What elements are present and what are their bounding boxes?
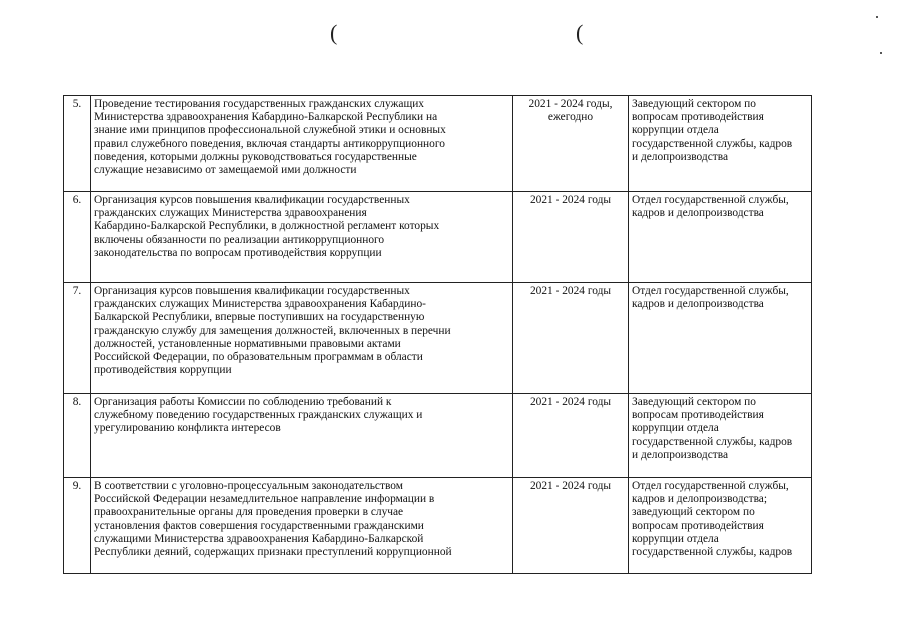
row-description: [91, 394, 513, 478]
table-row: [64, 478, 812, 574]
row-responsible: [629, 192, 812, 283]
row-term: [513, 394, 629, 478]
description-text: Проведение тестирования государственных гражданских служащих Министерства здравоохранения Кабардино-Балкарской Республики на знание ими принципов профессиональной служебной этики и основных правил служебного поведения, включая стандарты антикоррупционного поведения, которыми должны руководствоваться государственные служащие независимо от замещаемой ими должности: [94, 98, 446, 177]
row-description: [91, 96, 513, 192]
row-responsible: [629, 96, 812, 192]
row-number: 8.: [64, 394, 91, 478]
description-text: В соответствии с уголовно-процессуальным законодательством Российской Федерации незамедлительное направление информации в правоохранительные органы для проведения проверки в случае установления фактов совершения государственными гражданскими служащими Министерства здравоохранения Кабардино-Балкарской Республики деяний, содержащих признаки преступлений коррупционной: [94, 480, 452, 559]
scan-speck: [876, 16, 878, 18]
term-text: 2021 - 2024 годы: [529, 194, 612, 206]
row-term: [513, 283, 629, 394]
term-text: 2021 - 2024 годы, ежегодно: [528, 98, 613, 124]
page-mark-left: (: [330, 20, 338, 45]
table-row: [64, 96, 812, 192]
row-description: [91, 192, 513, 283]
measures-table: [63, 95, 812, 574]
term-text: 2021 - 2024 годы: [529, 480, 612, 492]
responsible-text: Отдел государственной службы, кадров и делопроизводства; заведующий сектором по вопросам противодействия коррупции отдела государственной службы, кадров: [632, 480, 793, 559]
table-row: [64, 283, 812, 394]
row-responsible: [629, 478, 812, 574]
page-mark-right: (: [576, 20, 584, 45]
description-text: Организация курсов повышения квалификации государственных гражданских служащих Министерства здравоохранения Кабардино- Балкарской Республики, впервые поступивших на государственную гражданскую службу для замещения должностей, включенных в перечни должностей, установленные нормативными правовыми актами Российской Федерации, по образовательным программам в области противодействия коррупции: [94, 285, 451, 377]
row-number: 9.: [64, 478, 91, 574]
term-text: 2021 - 2024 годы: [529, 285, 612, 297]
description-text: Организация курсов повышения квалификации государственных гражданских служащих Министерства здравоохранения Кабардино-Балкарской Республики, в должностной регламент которых включены обязанности по реализации антикоррупционного законодательства по вопросам противодействия коррупции: [94, 194, 440, 259]
responsible-text: Отдел государственной службы, кадров и делопроизводства: [632, 285, 789, 311]
row-description: [91, 283, 513, 394]
table-row: [64, 394, 812, 478]
row-responsible: [629, 283, 812, 394]
responsible-text: Заведующий сектором по вопросам противодействия коррупции отдела государственной службы, кадров и делопроизводства: [632, 396, 793, 461]
description-text: Организация работы Комиссии по соблюдению требований к служебному поведению государственных гражданских служащих и урегулированию конфликта интересов: [94, 396, 423, 435]
row-responsible: [629, 394, 812, 478]
responsible-text: Заведующий сектором по вопросам противодействия коррупции отдела государственной службы, кадров и делопроизводства: [632, 98, 793, 163]
row-term: [513, 478, 629, 574]
row-number: 5.: [64, 96, 91, 192]
scan-speck: [880, 52, 882, 54]
row-term: [513, 192, 629, 283]
table-row: [64, 192, 812, 283]
row-number: 6.: [64, 192, 91, 283]
row-description: [91, 478, 513, 574]
term-text: 2021 - 2024 годы: [529, 396, 612, 408]
responsible-text: Отдел государственной службы, кадров и делопроизводства: [632, 194, 789, 220]
row-term: [513, 96, 629, 192]
row-number: 7.: [64, 283, 91, 394]
